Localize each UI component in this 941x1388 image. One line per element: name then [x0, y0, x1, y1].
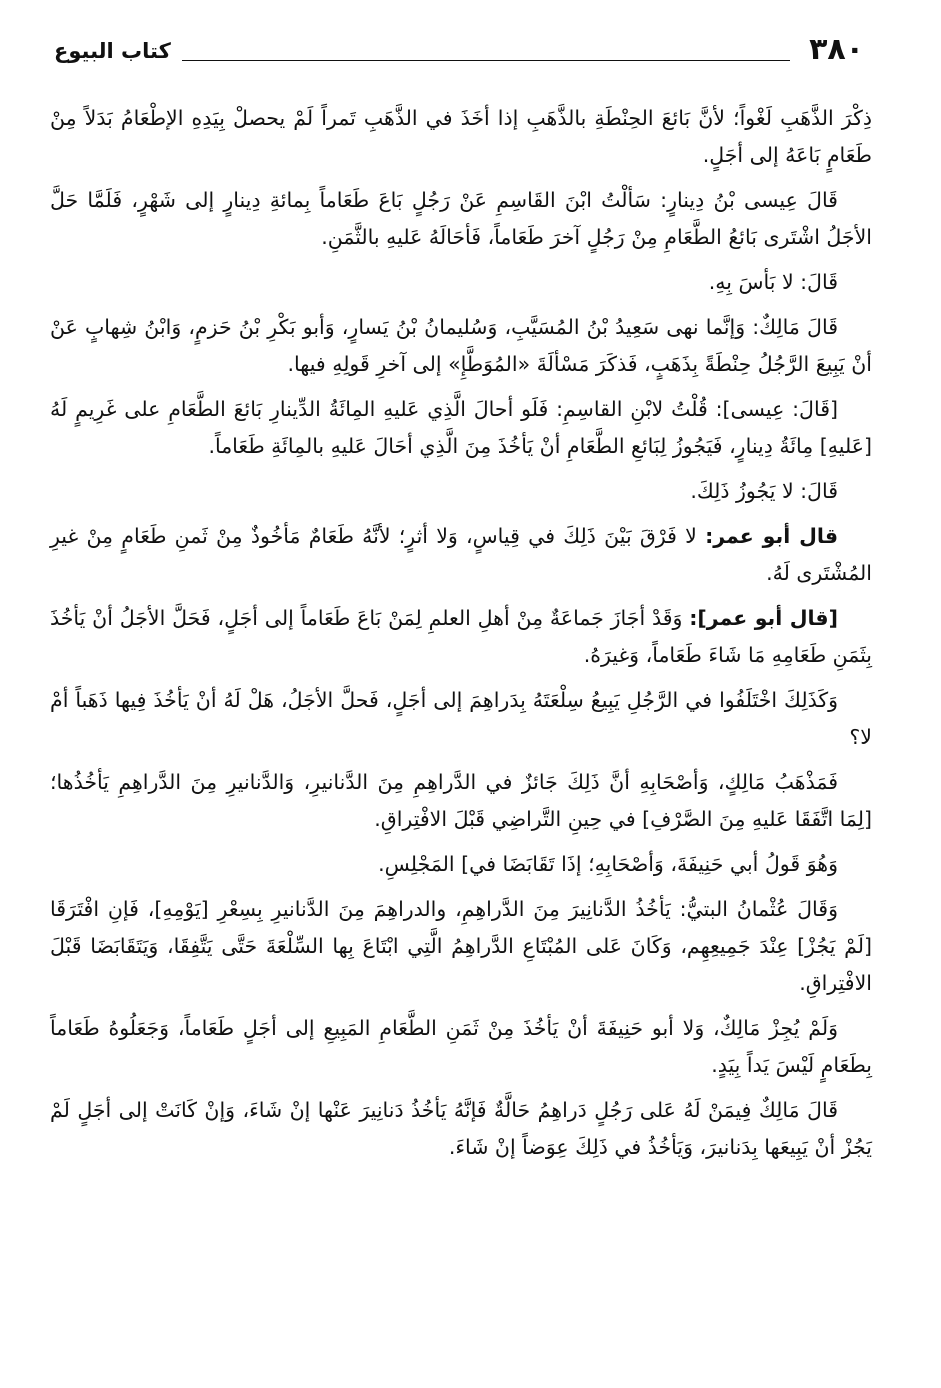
paragraph-lead: قال أبو عمر: — [705, 524, 838, 548]
paragraph-text: وَهُوَ قَولُ أبي حَنِيفَةَ، وَأصْحَابِهِ؛ إذَا تَقَابَضَا في] المَجْلِسِ. — [378, 852, 838, 876]
paragraph — [50, 182, 872, 256]
paragraph-text: لا فَرْقَ بَيْنَ ذَلِكَ في قِياسٍ، وَلا أثرٍ؛ لأنَّهُ طَعَامٌ مَأخُوذٌ مِنْ ثَمنِ طَعَامٍ مِنْ غيرِ المُشْتَرى لَهُ. — [50, 524, 872, 585]
paragraph — [50, 473, 872, 510]
paragraph-text: قَالَ: لا يَجُوزُ ذَلِكَ. — [690, 479, 838, 503]
page-number: ٣٨٠ — [809, 32, 864, 67]
paragraph — [50, 518, 872, 592]
paragraph-text: فَمَذْهَبُ مَالِكٍ، وَأصْحَابِهِ أنَّ ذَلِكَ جَائزٌ في الدَّراهِمِ مِنَ الدَّنانيرِ، وَالدَّنانيرِ مِنَ الدَّراهِمِ يَأخُذُها؛ [لِمَا اتَّفَقَا عَليهِ مِنَ الصَّرْفِ] في حِينِ التَّراضِي قَبْلَ الافْتِراقِ. — [50, 770, 872, 831]
paragraph — [50, 264, 872, 301]
paragraph — [50, 846, 872, 883]
paragraph — [50, 309, 872, 383]
paragraph-text: وَقَدْ أجَازَ جَماعَةٌ مِنْ أهلِ العلمِ لِمَنْ بَاعَ طَعَاماً إلى أجَلٍ، فَحَلَّ الأجَلُ أنْ يَأخُذَ بِثَمَنِ طَعَامِهِ مَا شَاءَ طَعَاماً، وَغيرَهُ. — [50, 606, 872, 667]
paragraph — [50, 600, 872, 674]
paragraph — [50, 891, 872, 1002]
paragraph — [50, 100, 872, 174]
page-body — [50, 100, 872, 1174]
paragraph-text: [قَالَ: عِيسى]: قُلْتُ لابْنِ القاسِمِ: فَلَو أحالَ الَّذِي عَليهِ المِائَةُ الدِّينارِ بَائعَ الطَّعَامِ على غَرِيمٍ لَهُ [عَليهِ] مِائَةُ دِينارٍ، فَيَجُوزُ لِبَائعِ الطَّعَامِ أنْ يَأخُذَ مِنَ الَّذِي أحَالَ عَليهِ بالمِائَةِ طَعَاماً. — [50, 397, 872, 458]
paragraph — [50, 1092, 872, 1166]
paragraph-text: وَلَمْ يُجِزْ مَالِكٌ، وَلا أبو حَنِيفَةَ أنْ يَأخُذَ مِنْ ثَمَنِ الطَّعَامِ المَبِيعِ إلى أجَلٍ طَعَاماً، وَجَعَلُوهُ طَعَاماً بِطَعَامٍ لَيْسَ يَداً بِيَدٍ. — [50, 1016, 872, 1077]
page-header — [54, 30, 864, 74]
paragraph-text: ذِكْرَ الذَّهَبِ لَغْواً؛ لأنَّ بَائعَ الحِنْطَةِ بالذَّهَبِ إذا أخَذَ في الذَّهَبِ تَمراً لَمْ يحصلْ بِيَدِهِ الإطْعَامُ بَدَلاً مِنْ طَعَامٍ بَاعَهُ إلى أجَلٍ. — [50, 106, 872, 167]
paragraph-text: قَالَ مَالِكٌ: وَإنَّما نهى سَعِيدُ بْنُ المُسَيَّبِ، وَسُليمانُ بْنُ يَسارٍ، وَأبو بَكْرِ بْنُ حَزمٍ، وَابْنُ شِهابٍ عَنْ أنْ يَبِيعَ الرَّجُلُ حِنْطَةً بِذَهَبٍ، فَذكَرَ مَسْألَةَ «المُوَطَّإِ» إلى آخرِ قَولِهِ فيها. — [50, 315, 872, 376]
paragraph-text: وَكَذَلِكَ اخْتَلَفُوا في الرَّجُلِ يَبِيعُ سِلْعَتَهُ بِدَراهِمَ إلى أجَلٍ، فَحلَّ الأجَلُ، هَلْ لَهُ أنْ يَأخُذَ فِيها ذَهَباً أمْ لا؟ — [50, 688, 872, 749]
paragraph — [50, 1010, 872, 1084]
paragraph-text: قَالَ عِيسى بْنُ دِينارٍ: سَألْتُ ابْنَ القَاسِمِ عَنْ رَجُلٍ بَاعَ طَعَاماً بِمائةِ دِينارٍ إلى شَهْرٍ، فَلَمَّا حَلَّ الأجَلُ اشْتَرى بَائعُ الطَّعَامِ مِنْ رَجُلٍ آخرَ طَعَاماً، فَأحَالَهُ عَليهِ بالثَّمَنِ. — [50, 188, 872, 249]
paragraph — [50, 682, 872, 756]
header-rule — [182, 60, 790, 61]
paragraph — [50, 391, 872, 465]
paragraph-text: قَالَ: لا بَأسَ بِهِ. — [708, 270, 838, 294]
paragraph-text: قَالَ مَالِكٌ فِيمَنْ لَهُ عَلى رَجُلٍ دَراهِمُ حَالَّةٌ فَإنَّهُ يَأخُذُ دَنانِيرَ عَنْها إنْ شَاءَ، وَإنْ كَانَتْ إلى أجَلٍ لَمْ يَجُزْ أنْ يَبِيعَها بِدَنانيرَ، وَيَأخُذُ في ذَلِكَ عِوَضاً إنْ شَاءَ. — [50, 1098, 872, 1159]
paragraph — [50, 764, 872, 838]
running-title: كتاب البيوع — [54, 39, 171, 63]
paragraph-lead: [قال أبو عمر]: — [689, 606, 838, 630]
paragraph-text: وَقَالَ عُثْمانُ البتيُّ: يَأخُذُ الدَّنانِيرَ مِنَ الدَّراهِمِ، والدراهِمَ مِنَ الدَّنانيرِ بِسِعْرِ [يَوْمِهِ]، فَإنِ افْتَرَقَا [لَمْ يَجُزْ] عِنْدَ جَمِيعِهِم، وَكَانَ عَلى المُبْتَاعِ الدَّراهِمُ الَّتِي ابْتَاعَ بِها السِّلْعَةَ حَتَّى يَتَّفِقَا، وَيَتَقَابَضَا قَبْلَ الافْتِراقِ. — [50, 897, 872, 995]
